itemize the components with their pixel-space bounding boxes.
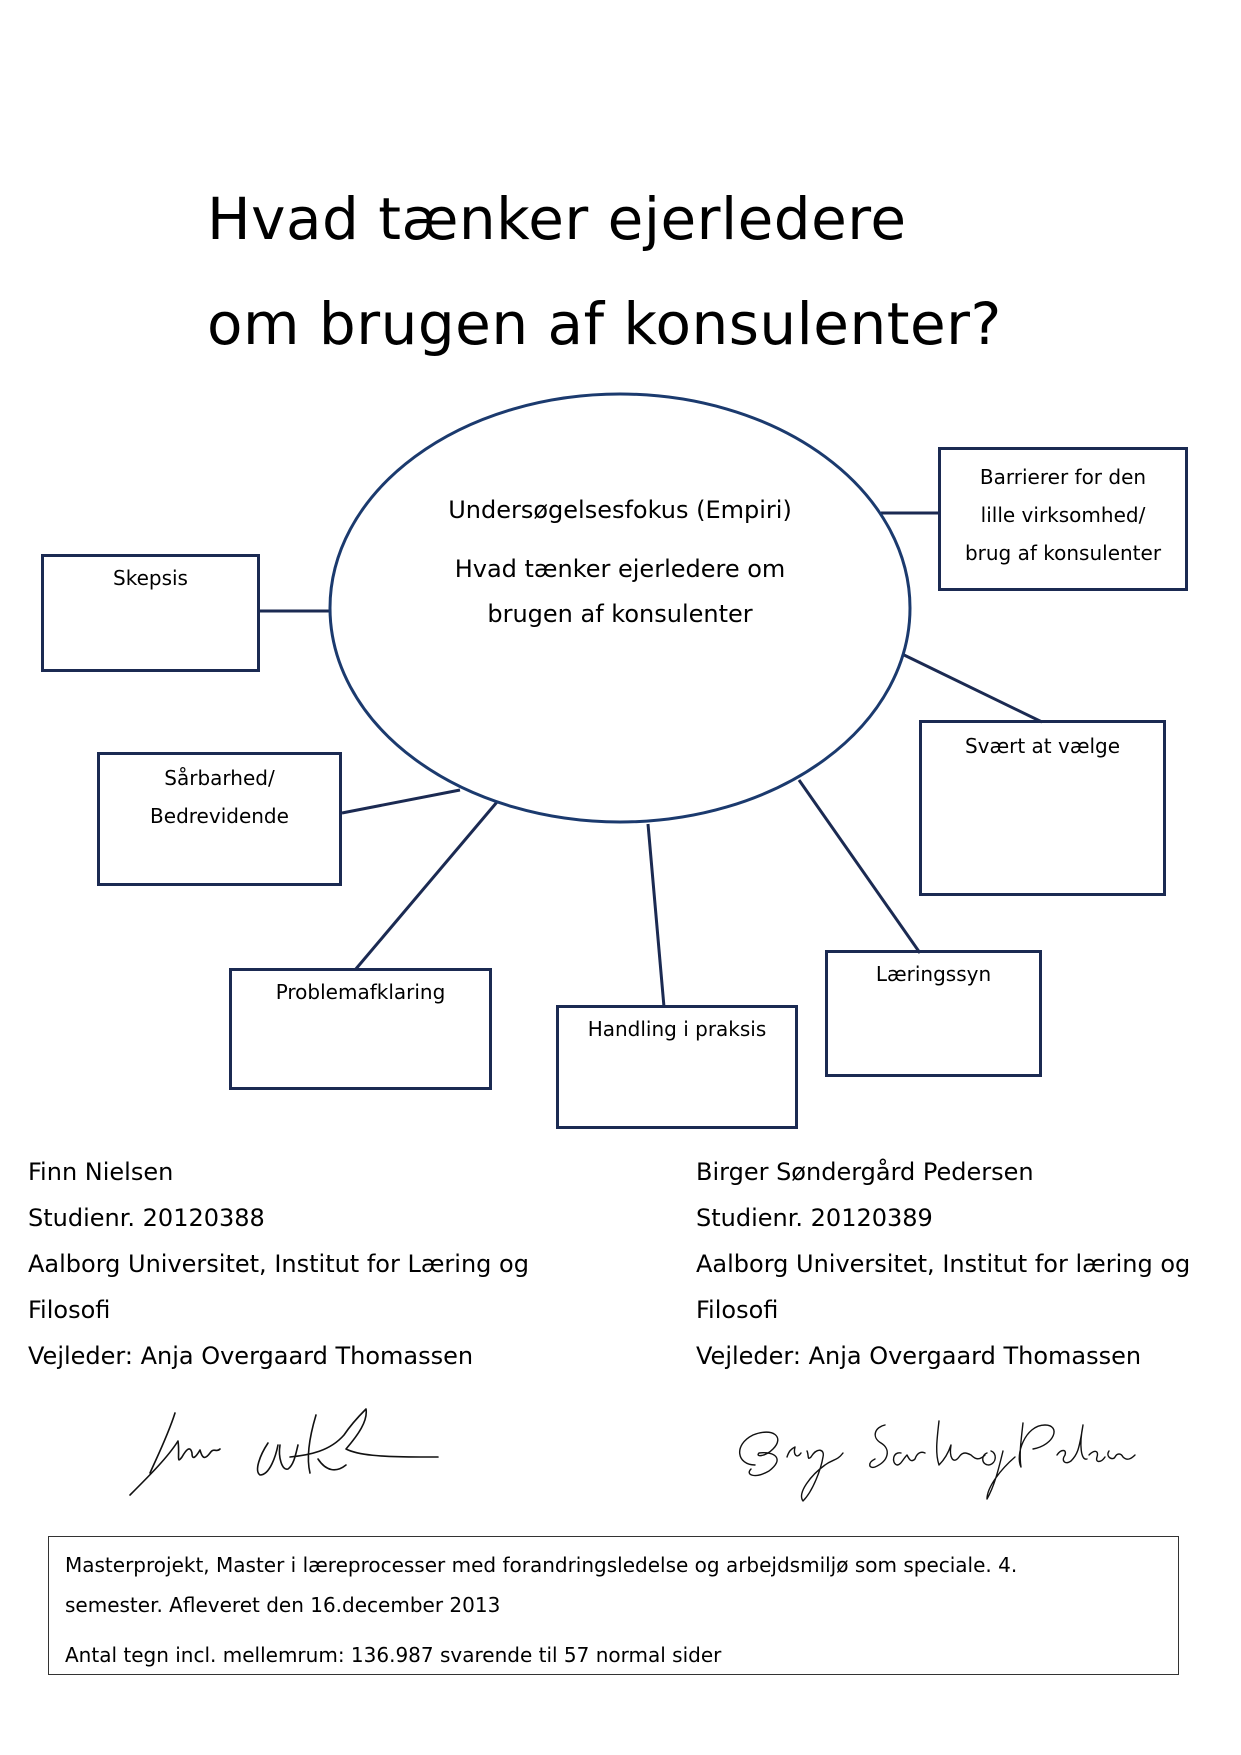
box-svaert-label: Svært at vælge: [964, 734, 1121, 758]
footer-line-2: semester. Afleveret den 16.december 2013: [65, 1593, 501, 1617]
box-barrierer-line-1: Barrierer for den: [979, 465, 1147, 489]
author-2-institution-line-2: Filosofi: [696, 1296, 779, 1324]
author-1-institution-line-1: Aalborg Universitet, Institut for Læring og: [28, 1250, 529, 1278]
author-2-student-no: Studienr. 20120389: [696, 1204, 933, 1232]
footer-line-3: Antal tegn incl. mellemrum: 136.987 svarende til 57 normal sider: [65, 1643, 722, 1667]
box-barrierer-line-3: brug af konsulenter: [964, 541, 1162, 565]
box-barrierer: [938, 447, 1188, 591]
footer-line-1: Masterprojekt, Master i læreprocesser med forandringsledelse og arbejdsmiljø som speciale. 4.: [65, 1553, 1018, 1577]
box-skepsis: [41, 554, 260, 672]
author-2-supervisor: Vejleder: Anja Overgaard Thomassen: [696, 1342, 1142, 1370]
author-1-name: Finn Nielsen: [28, 1158, 174, 1186]
center-question-line-1: Hvad tænker ejerledere om: [454, 555, 786, 583]
footer-box: [48, 1536, 1179, 1675]
box-laeringssyn: [825, 950, 1042, 1077]
box-svaert: [919, 720, 1166, 896]
box-barrierer-line-2: lille virksomhed/: [980, 503, 1146, 527]
box-saarbarhed-line-2: Bedrevidende: [150, 804, 289, 828]
center-heading: Undersøgelsesfokus (Empiri): [448, 496, 792, 524]
signature-finn-nielsen-icon: [120, 1395, 450, 1510]
connector-problemafklaring: [355, 802, 497, 970]
author-1-institution-line-2: Filosofi: [28, 1296, 111, 1324]
box-laeringssyn-label: Læringssyn: [875, 962, 992, 986]
author-2-institution-line-1: Aalborg Universitet, Institut for læring og: [696, 1250, 1191, 1278]
author-2-name: Birger Søndergård Pedersen: [696, 1158, 1034, 1186]
box-problemafklaring: [229, 968, 492, 1090]
title-line-2: om brugen af konsulenter?: [207, 290, 1002, 358]
connector-handling: [648, 824, 664, 1007]
box-saarbarhed-line-1: Sårbarhed/: [164, 766, 275, 790]
title-line-1: Hvad tænker ejerledere: [207, 185, 907, 253]
author-1-student-no: Studienr. 20120388: [28, 1204, 265, 1232]
box-saarbarhed: [97, 752, 342, 886]
connector-svaert: [902, 654, 1042, 722]
box-handling-label: Handling i praksis: [587, 1017, 767, 1041]
connector-saarbarhed: [342, 790, 460, 813]
box-skepsis-label: Skepsis: [113, 566, 188, 590]
author-1-supervisor: Vejleder: Anja Overgaard Thomassen: [28, 1342, 474, 1370]
box-problemafklaring-label: Problemafklaring: [275, 980, 446, 1004]
box-handling: [556, 1005, 798, 1129]
connector-laeringssyn: [799, 780, 920, 953]
signature-birger-soendergaard-pedersen-icon: [725, 1395, 1145, 1510]
center-question-line-2: brugen af konsulenter: [487, 600, 753, 628]
